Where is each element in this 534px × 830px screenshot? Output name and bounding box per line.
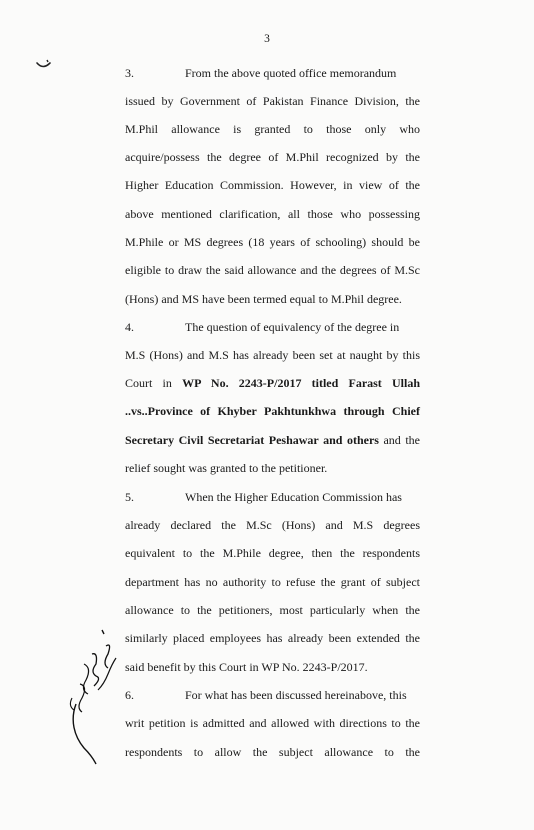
- paragraph-5-line-4: department has no authority to refuse the grant of subject: [125, 575, 420, 589]
- paragraph-3-line-3: M.Phil allowance is granted to those only who: [125, 122, 420, 136]
- paragraph-4-line-1: 4. The question of equivalency of the degree in: [125, 320, 400, 334]
- paragraph-6-line-3: respondents to allow the subject allowance to the: [125, 745, 420, 759]
- paragraph-3-line-8: eligible to draw the said allowance and the degrees of M.Sc: [125, 263, 420, 277]
- paragraph-3-line-4: acquire/possess the degree of M.Phil recognized by the: [125, 150, 420, 164]
- paragraph-4-line-4: [125, 404, 420, 418]
- case-citation: WP No. 2243-P/2017 titled Farast Ullah: [182, 376, 421, 390]
- paragraph-number: 3.: [125, 66, 134, 80]
- paragraph-6-line-2: writ petition is admitted and allowed with directions to the: [125, 716, 420, 730]
- paragraph-3-line-9: (Hons) and MS have been termed equal to M.Phil degree.: [125, 292, 402, 306]
- paragraph-3-line-5: Higher Education Commission. However, in view of the: [125, 178, 420, 192]
- page-number: 3: [264, 33, 270, 45]
- paragraph-3-line-2: issued by Government of Pakistan Finance Division, the: [125, 94, 420, 108]
- paragraph-4-line-6: relief sought was granted to the petitioner.: [125, 461, 328, 475]
- paragraph-number: 4.: [125, 320, 134, 334]
- paragraph-5-line-3: equivalent to the M.Phile degree, then the respondents: [125, 546, 420, 560]
- paragraph-5-line-7: said benefit by this Court in WP No. 2243-P/2017.: [125, 660, 368, 674]
- paragraph-3-line-6: above mentioned clarification, all those who possessing: [125, 207, 420, 221]
- paragraph-5-line-6: similarly placed employees has already been extended the: [125, 631, 420, 645]
- paragraph-4-line-5: Secretary Civil Secretariat Peshawar and others and the: [125, 433, 420, 447]
- signature-image: [62, 624, 126, 768]
- paragraph-5-line-1: 5. When the Higher Education Commission has: [125, 490, 402, 504]
- case-citation: Secretary Civil Secretariat Peshawar and others: [125, 433, 379, 447]
- paragraph-number: 5.: [125, 490, 134, 504]
- paragraph-6-line-1: 6. For what has been discussed hereinabove, this: [125, 688, 407, 702]
- paragraph-number: 6.: [125, 688, 134, 702]
- paragraph-4-line-2: M.S (Hons) and M.S has already been set at naught by this: [125, 348, 420, 362]
- paragraph-5-line-5: allowance to the petitioners, most particularly when the: [125, 603, 420, 617]
- paragraph-3-line-7: M.Phile or MS degrees (18 years of schooling) should be: [125, 235, 420, 249]
- paragraph-5-line-2: already declared the M.Sc (Hons) and M.S degrees: [125, 518, 420, 532]
- margin-tick-mark: [34, 58, 54, 72]
- paragraph-3-line-1: 3. From the above quoted office memorandum: [125, 66, 397, 80]
- case-citation: ..vs..Province of Khyber Pakhtunkhwa through Chief: [125, 404, 420, 418]
- paragraph-4-line-3: Court in WP No. 2243-P/2017 titled Farast Ullah: [125, 376, 421, 390]
